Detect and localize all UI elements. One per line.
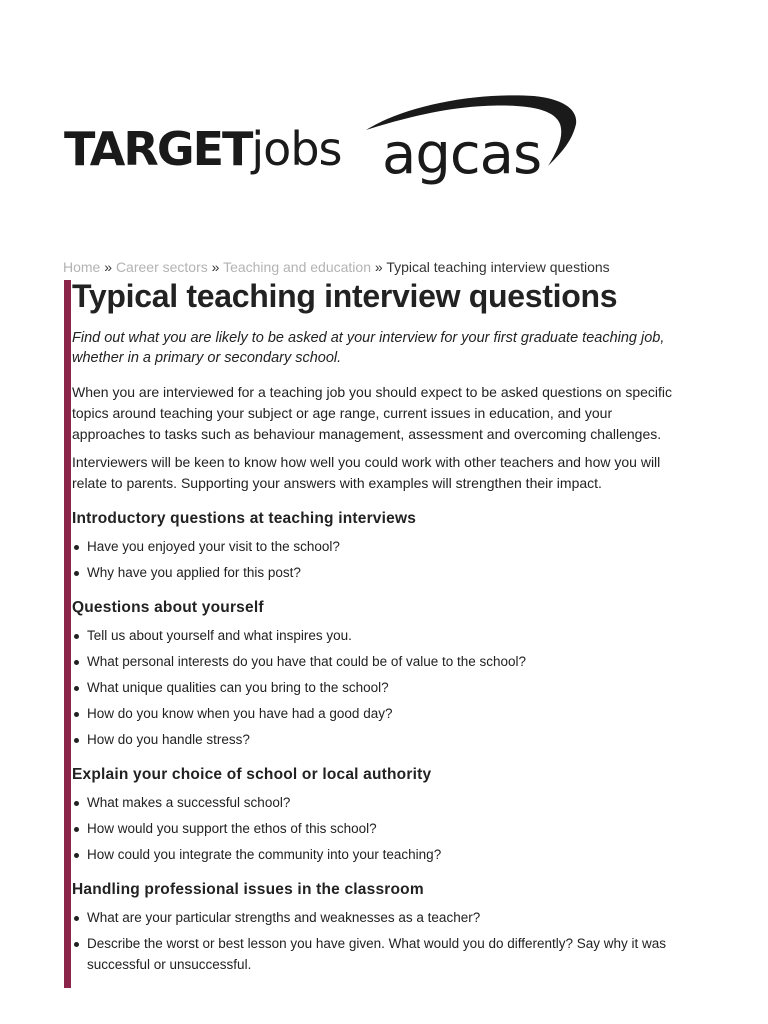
agcas-logo[interactable] [364, 92, 584, 192]
list-item: How do you know when you have had a good day? [72, 703, 682, 724]
question-list [72, 792, 682, 865]
section-introductory-questions [72, 508, 682, 583]
question-list [72, 536, 682, 583]
question-list [72, 625, 682, 750]
list-item: What makes a successful school? [72, 792, 682, 813]
page-title: Typical teaching interview questions [72, 278, 618, 314]
list-item: Why have you applied for this post? [72, 562, 682, 583]
list-item: What are your particular strengths and weaknesses as a teacher? [72, 907, 682, 928]
agcas-logo-text: agcas [382, 122, 542, 187]
section-heading: Handling professional issues in the classroom [72, 881, 424, 898]
breadcrumb-separator: » [211, 259, 220, 275]
section-choice-of-school [72, 764, 682, 865]
breadcrumb-current: Typical teaching interview questions [386, 259, 610, 275]
list-item: How do you handle stress? [72, 729, 682, 750]
list-item: What unique qualities can you bring to the school? [72, 677, 682, 698]
targetjobs-logo-bold: TARGET [64, 122, 252, 176]
breadcrumb [63, 259, 610, 275]
breadcrumb-career-sectors-link[interactable]: Career sectors [115, 259, 208, 275]
breadcrumb-separator: » [104, 259, 113, 275]
list-item: What personal interests do you have that could be of value to the school? [72, 651, 682, 672]
accent-bar [64, 280, 71, 988]
section-heading: Questions about yourself [72, 599, 264, 616]
list-item: How could you integrate the community into your teaching? [72, 844, 682, 865]
article-paragraph: When you are interviewed for a teaching job you should expect to be asked questions on specific topics around teaching your subject or age range, current issues in education, and your approaches to tasks such as behaviour management, assessment and overcoming challenges. [72, 384, 673, 442]
list-item: Describe the worst or best lesson you have given. What would you do differently? Say why it was successful or unsuccessful. [72, 933, 682, 975]
breadcrumb-home-link[interactable]: Home [63, 259, 101, 275]
section-heading: Introductory questions at teaching interviews [72, 510, 417, 527]
targetjobs-logo[interactable] [64, 122, 341, 176]
article-paragraph: Interviewers will be keen to know how well you could work with other teachers and how you will relate to parents. Supporting your answers with examples will strengthen their impact. [72, 454, 661, 491]
article [72, 276, 682, 980]
question-list [72, 907, 682, 975]
targetjobs-logo-light: jobs [251, 122, 342, 176]
section-questions-about-yourself [72, 597, 682, 750]
logo-bar [64, 92, 624, 192]
list-item: How would you support the ethos of this school? [72, 818, 682, 839]
list-item: Tell us about yourself and what inspires you. [72, 625, 682, 646]
section-professional-issues [72, 879, 682, 975]
breadcrumb-teaching-education-link[interactable]: Teaching and education [223, 259, 371, 275]
list-item: Have you enjoyed your visit to the school? [72, 536, 682, 557]
breadcrumb-separator: » [374, 259, 383, 275]
article-lead: Find out what you are likely to be asked at your interview for your first graduate teaching job, whether in a primary or secondary school. [72, 330, 665, 366]
section-heading: Explain your choice of school or local authority [72, 766, 432, 783]
